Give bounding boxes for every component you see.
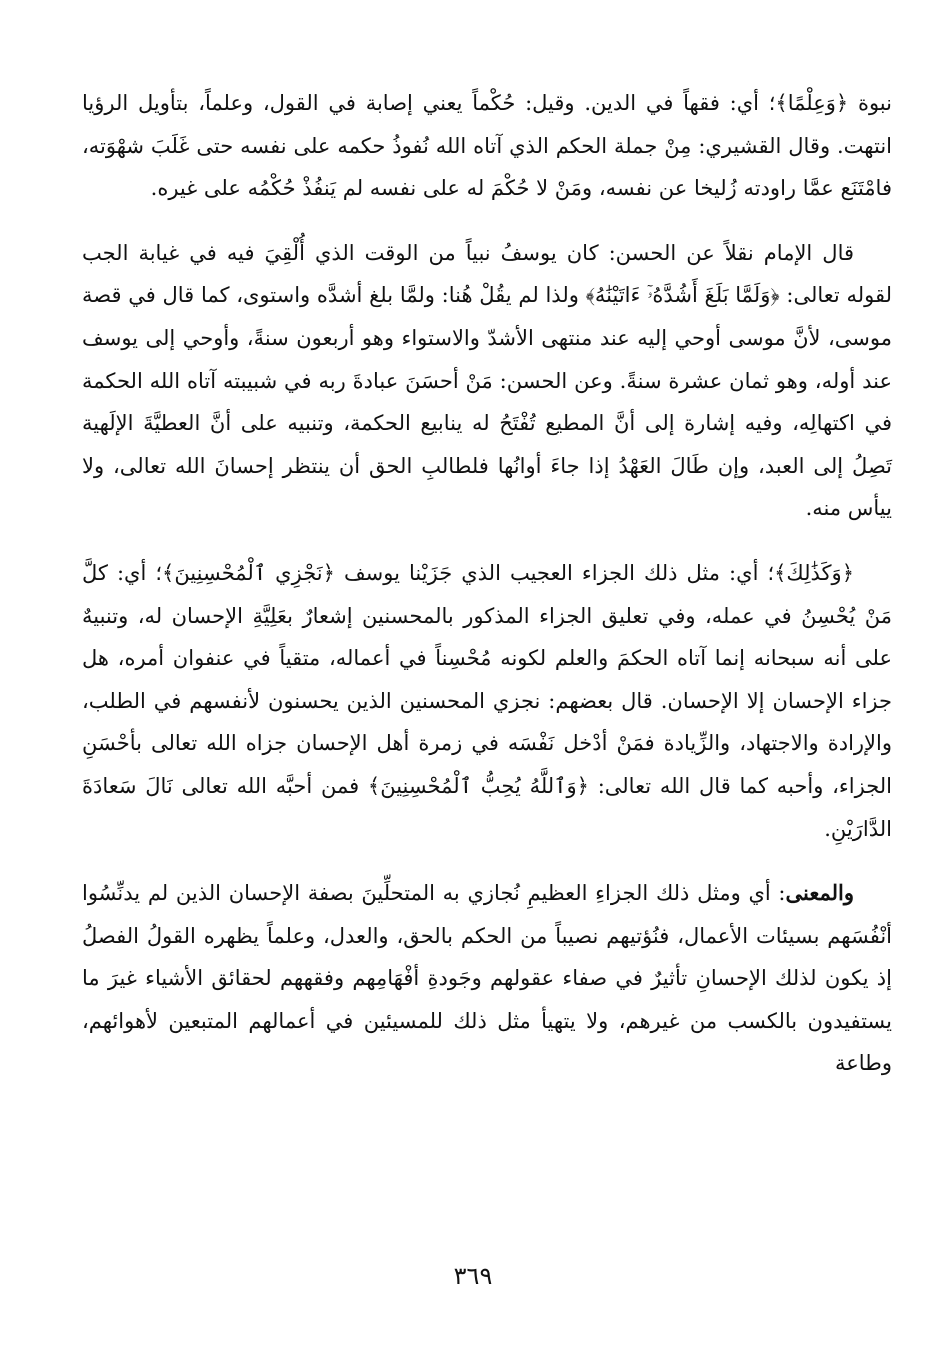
- page-number: ٣٦٩: [453, 1262, 493, 1290]
- paragraph-3: [82, 552, 892, 850]
- page-body: [82, 82, 892, 1282]
- paragraph-4: [82, 872, 892, 1085]
- paragraph-2: [82, 232, 892, 530]
- paragraph-3-text: ﴿وَكَذَٰلِكَ﴾؛ أي: مثل ذلك الجزاء العجيب الذي جَزَيْنا يوسف ﴿نَجْزِي ٱلْمُحْسِنِينَ﴾؛ أي: كلَّ مَنْ يُحْسِنُ في عمله، وفي تعليق الجزاء المذكور بالمحسنين إشعارٌ بعَلِيَّةِ الإحسان له، وتنبيهٌ على أنه سبحانه إنما آتاه الحكمَ والعلم لكونه مُحْسِناً في أعماله، متقياً في عنفوان أمره، هل جزاء الإحسان إلا الإحسان. قال بعضهم: نجزي المحسنين الذين يحسنون لأنفسهم في الطلب، والإرادة والاجتهاد، والزِّيادة فمَنْ أدْخل نَفْسَه في زمرة أهل الإحسان جزاه الله تعالى بأحْسَنِ الجزاء، وأحبه كما قال الله تعالى: ﴿وَٱللَّهُ يُحِبُّ ٱلْمُحْسِنِينَ﴾ فمن أحبَّه الله تعالى نَالَ سَعادَةَ الدَّارَيْنِ.: [82, 560, 892, 841]
- paragraph-4-text: : أي ومثل ذلك الجزاءِ العظيمِ نُجازي به المتحلِّينَ بصفة الإحسان الذين لم يدنِّسُوا أنْفُسَهم بسيئات الأعمال، فنُؤتيهم نصيباً من الحكم بالحق، والعدل، وعلماً يظهره القولُ الفصلُ إذ يكون لذلك الإحسانِ تأثيرٌ في صفاء عقولهم وجَودةِ أفْهَامِهم وفقههم لحقائق الأشياء غيرَ ما يستفيدون بالكسب من غيرهم، ولا يتهيأ مثل ذلك للمسيئين في أعمالهم المتبعين لأهوائهم، وطاعة: [82, 881, 892, 1076]
- paragraph-1-text: نبوة ﴿وَعِلْمًا﴾؛ أي: فقهاً في الدين. وقيل: حُكْماً يعني إصابة في القول، وعلماً، بتأويل الرؤيا انتهت. وقال القشيري: مِنْ جملة الحكم الذي آتاه الله نُفوذُ حكمه على نفسه حتى غَلَبَ شهْوَته، فامْتَنَع عمَّا راودته زُليخا عن نفسه، ومَنْ لا حُكْمَ له على نفسه لم يَنفُذْ حُكْمُه على غيره.: [82, 91, 892, 201]
- paragraph-4-lead: والمعنى: [785, 880, 854, 906]
- paragraph-1: [82, 82, 892, 210]
- paragraph-2-text: قال الإمام نقلاً عن الحسن: كان يوسفُ نبياً من الوقت الذي أُلْقِيَ فيه في غيابة الجب لقوله تعالى: ﴿وَلَمَّا بَلَغَ أَشُدَّهُۥٓ ءَاتَيْنَٰهُ﴾ ولذا لم يقُلْ هُنا: ولمَّا بلغ أشدَّه واستوى، كما قال في قصة موسى، لأنَّ موسى أوحي إليه عند منتهى الأشدّ والاستواء وهو أربعون سنةً، وأوحي إلى يوسف عند أوله، وهو ثمان عشرة سنةً. وعن الحسن: مَنْ أحسَنَ عبادةَ ربه في شبيبته آتاه الله الحكمة في اكتهالِه، وفيه إشارة إلى أنَّ المطيع تُفْتَحُ له ينابيع الحكمة، وتنبيه على أنَّ العطيَّةَ الإلَهية تَصِلُ إلى العبد، وإن طَالَ العَهْدُ إذا جاءَ أوانُها فلطالبِ الحق أن ينتظر إحسانَ الله تعالى، ولا ييأس منه.: [82, 240, 892, 521]
